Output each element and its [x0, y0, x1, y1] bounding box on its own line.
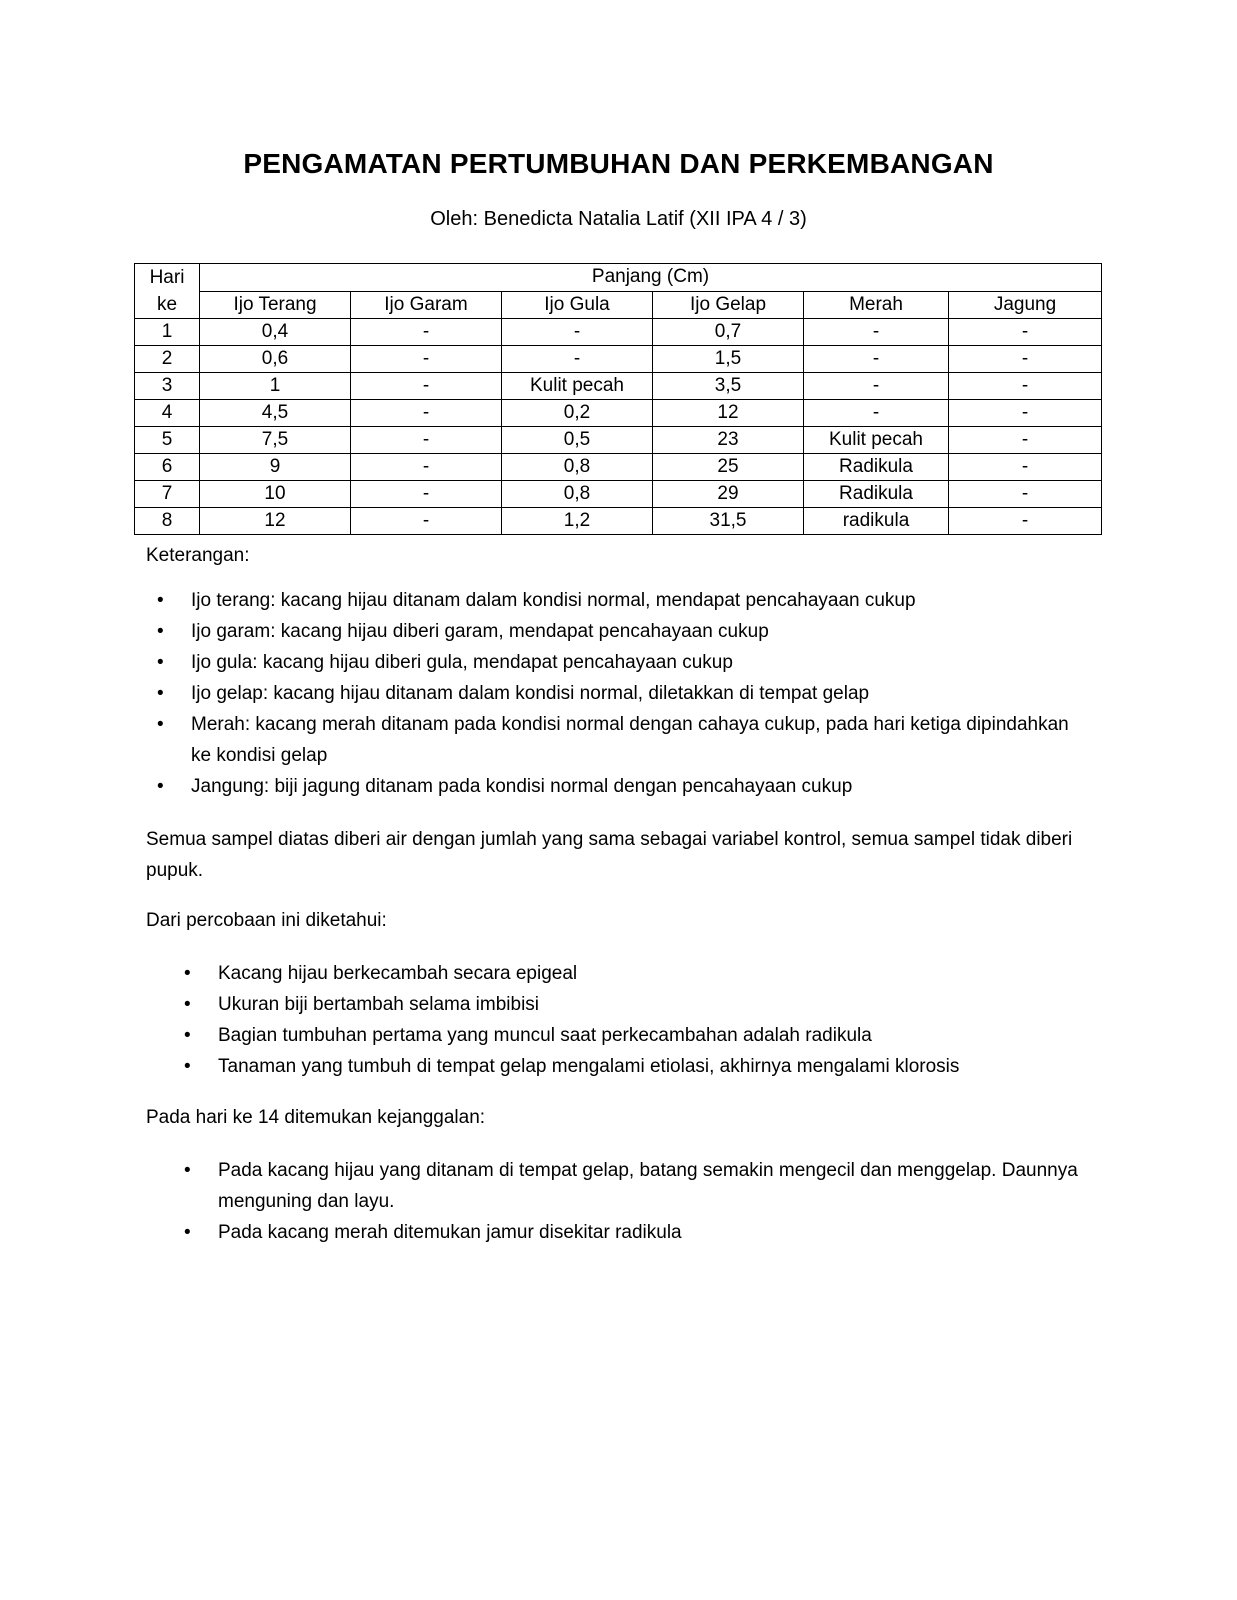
table-row [135, 400, 1102, 427]
table-cell: 10 [200, 481, 351, 508]
notes-list [157, 585, 1091, 802]
table-cell: Kulit pecah [804, 427, 949, 454]
table-cell: 9 [200, 454, 351, 481]
list-item-text: Merah: kacang merah ditanam pada kondisi normal dengan cahaya cukup, pada hari ketiga dipindahkan ke kondisi gelap [191, 714, 1069, 766]
anomalies-list [184, 1155, 1098, 1248]
table-cell: - [949, 400, 1102, 427]
table-cell: 1 [135, 319, 200, 346]
table-cell: 7 [135, 481, 200, 508]
anomalies-intro: Pada hari ke 14 ditemukan kejanggalan: [146, 1107, 486, 1128]
list-item-text: Kacang hijau berkecambah secara epigeal [218, 963, 578, 984]
table-cell: - [351, 427, 502, 454]
table-row [135, 481, 1102, 508]
list-item-text: Ijo gelap: kacang hijau ditanam dalam kondisi normal, diletakkan di tempat gelap [191, 683, 870, 704]
list-item [184, 1020, 1098, 1051]
table-cell: 12 [653, 400, 804, 427]
list-item-text: Ijo terang: kacang hijau ditanam dalam kondisi normal, mendapat pencahayaan cukup [191, 590, 916, 611]
table-cell: - [949, 454, 1102, 481]
table-cell: 0,8 [502, 481, 653, 508]
table-cell: - [949, 508, 1102, 535]
table-cell: - [351, 346, 502, 373]
table-cell: - [949, 427, 1102, 454]
column-header: Ijo Garam [351, 291, 502, 319]
table-row [135, 427, 1102, 454]
table-cell: 3 [135, 373, 200, 400]
table-cell: Radikula [804, 481, 949, 508]
list-item-text: Pada kacang hijau yang ditanam di tempat gelap, batang semakin mengecil dan menggelap. Daunnya menguning dan layu. [218, 1160, 1078, 1212]
table-cell: 29 [653, 481, 804, 508]
bullet-icon: • [157, 590, 164, 611]
table-cell: 0,8 [502, 454, 653, 481]
table-cell: - [502, 319, 653, 346]
day-column-header [135, 264, 200, 319]
list-item [184, 989, 1098, 1020]
table-row [135, 373, 1102, 400]
table-cell: - [351, 373, 502, 400]
table-cell: - [502, 346, 653, 373]
day-header-line1: Hari [149, 267, 185, 288]
table-cell: 31,5 [653, 508, 804, 535]
table-cell: 4,5 [200, 400, 351, 427]
observation-table [134, 263, 1102, 535]
table-cell: 0,6 [200, 346, 351, 373]
table-header-row [135, 264, 1102, 292]
table-cell: 1,5 [653, 346, 804, 373]
list-item-text: Ijo garam: kacang hijau diberi garam, mendapat pencahayaan cukup [191, 621, 769, 642]
day-header-line2: ke [156, 294, 178, 315]
table-cell: - [351, 508, 502, 535]
list-item [157, 585, 1091, 616]
table-cell: - [804, 400, 949, 427]
table-cell: 2 [135, 346, 200, 373]
author-line: Oleh: Benedicta Natalia Latif (XII IPA 4 / 3) [430, 208, 807, 230]
list-item [157, 771, 1091, 802]
table-cell: 6 [135, 454, 200, 481]
table-cell: 4 [135, 400, 200, 427]
bullet-icon: • [157, 683, 164, 704]
table-cell: 1 [200, 373, 351, 400]
table-cell: - [804, 319, 949, 346]
list-item-text: Jangung: biji jagung ditanam pada kondisi normal dengan pencahayaan cukup [191, 776, 853, 797]
findings-list [184, 958, 1098, 1082]
table-cell: - [351, 454, 502, 481]
table-row [135, 508, 1102, 535]
notes-label: Keterangan: [146, 545, 250, 566]
control-paragraph: Semua sampel diatas diberi air dengan jumlah yang sama sebagai variabel kontrol, semua sampel tidak diberi pupuk. [146, 829, 1073, 881]
table-subheader-row [135, 291, 1102, 319]
table-cell: 23 [653, 427, 804, 454]
table-row [135, 346, 1102, 373]
table-row [135, 319, 1102, 346]
list-item [157, 616, 1091, 647]
bullet-icon: • [157, 714, 164, 735]
table-cell: 0,5 [502, 427, 653, 454]
bullet-icon: • [157, 776, 164, 797]
table-cell: 0,4 [200, 319, 351, 346]
bullet-icon: • [157, 652, 164, 673]
list-item [184, 1051, 1098, 1082]
findings-intro: Dari percobaan ini diketahui: [146, 910, 387, 931]
bullet-icon: • [157, 621, 164, 642]
column-header: Ijo Gelap [653, 291, 804, 319]
table-cell: 3,5 [653, 373, 804, 400]
column-header: Merah [804, 291, 949, 319]
table-cell: 0,2 [502, 400, 653, 427]
list-item-text: Pada kacang merah ditemukan jamur disekitar radikula [218, 1222, 682, 1243]
table-cell: 8 [135, 508, 200, 535]
table-cell: 25 [653, 454, 804, 481]
length-group-header: Panjang (Cm) [200, 264, 1102, 292]
table-cell: - [949, 346, 1102, 373]
bullet-icon: • [184, 994, 191, 1015]
table-cell: - [804, 346, 949, 373]
table-cell: - [949, 373, 1102, 400]
table-cell: radikula [804, 508, 949, 535]
table-cell: - [949, 319, 1102, 346]
list-item [157, 678, 1091, 709]
list-item [157, 647, 1091, 678]
table-cell: - [351, 481, 502, 508]
table-cell: Kulit pecah [502, 373, 653, 400]
list-item-text: Bagian tumbuhan pertama yang muncul saat perkecambahan adalah radikula [218, 1025, 872, 1046]
table-cell: 1,2 [502, 508, 653, 535]
column-header: Ijo Gula [502, 291, 653, 319]
column-header: Jagung [949, 291, 1102, 319]
page-title: PENGAMATAN PERTUMBUHAN DAN PERKEMBANGAN [243, 148, 994, 179]
column-header: Ijo Terang [200, 291, 351, 319]
bullet-icon: • [184, 963, 191, 984]
bullet-icon: • [184, 1160, 191, 1181]
table-cell: 0,7 [653, 319, 804, 346]
list-item [184, 1217, 1098, 1248]
table-cell: 5 [135, 427, 200, 454]
table-body [135, 319, 1102, 535]
list-item-text: Tanaman yang tumbuh di tempat gelap mengalami etiolasi, akhirnya mengalami klorosis [218, 1056, 960, 1077]
table-cell: - [949, 481, 1102, 508]
table-cell: - [804, 373, 949, 400]
list-item-text: Ijo gula: kacang hijau diberi gula, mendapat pencahayaan cukup [191, 652, 733, 673]
table-cell: 12 [200, 508, 351, 535]
bullet-icon: • [184, 1025, 191, 1046]
table-cell: - [351, 319, 502, 346]
table-row [135, 454, 1102, 481]
list-item [184, 1155, 1098, 1217]
table-cell: - [351, 400, 502, 427]
table-cell: 7,5 [200, 427, 351, 454]
bullet-icon: • [184, 1222, 191, 1243]
table-cell: Radikula [804, 454, 949, 481]
list-item [184, 958, 1098, 989]
bullet-icon: • [184, 1056, 191, 1077]
list-item [157, 709, 1091, 771]
list-item-text: Ukuran biji bertambah selama imbibisi [218, 994, 540, 1015]
